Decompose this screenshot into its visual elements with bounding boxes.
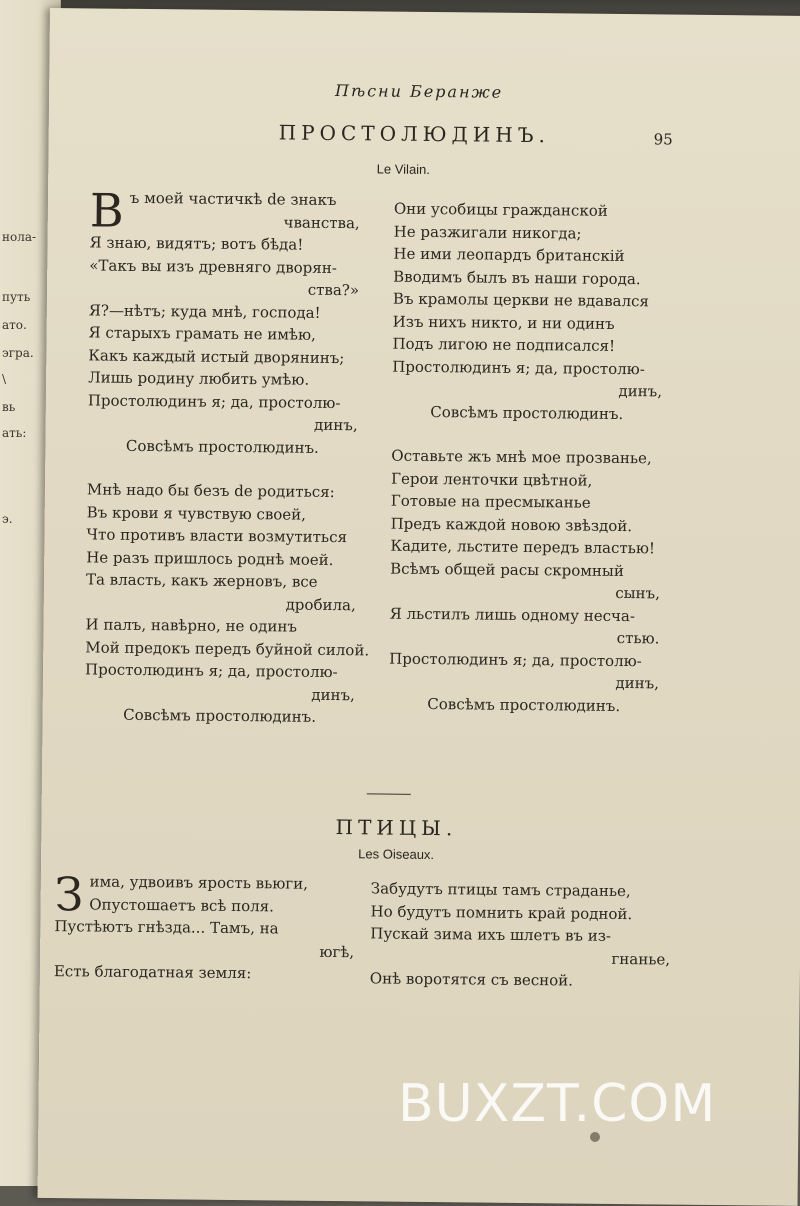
verse-line: Простолюдинъ я; да, простолю- — [84, 660, 338, 682]
left-page-fragment: эгра. — [2, 346, 34, 360]
poem2-left-column — [53, 867, 355, 986]
verse-line: динъ, — [314, 415, 358, 435]
verse-line: Та власть, какъ жерновъ, все — [85, 570, 318, 591]
verse-line: Герои ленточки цвѣтной, — [391, 469, 593, 490]
verse-line: Вводимъ былъ въ наши города. — [393, 267, 641, 288]
verse-line: Мнѣ надо бы безъ de родиться: — [86, 480, 335, 502]
left-page-fragment: ать: — [2, 426, 27, 440]
verse-line: югѣ, — [319, 942, 355, 961]
verse-line: Лишь родину любить умѣю. — [88, 368, 310, 389]
left-page-fragment: ато. — [2, 318, 27, 332]
verse-line: Я знаю, видятъ; вотъ бѣда! — [89, 233, 304, 254]
poem2-right-column — [370, 877, 671, 993]
verse-line: Не разжигали никогда; — [393, 222, 582, 243]
verse-line: Простолюдинъ я; да, простолю- — [87, 390, 341, 412]
verse-line: Всѣмъ общей расы скромный — [390, 559, 625, 580]
poem-subtitle: Les Oiseaux. — [358, 846, 435, 863]
drop-cap: З — [54, 867, 84, 922]
verse-line: Забудутъ птицы тамъ страданье, — [370, 879, 631, 901]
verse-line: И палъ, навѣрно, не одинъ — [85, 615, 298, 636]
verse-line: Простолюдинъ я; да, простолю- — [392, 357, 645, 378]
refrain-line: Совсѣмъ простолюдинъ. — [125, 436, 319, 457]
poem1-right-column — [389, 198, 664, 718]
verse-line: Какъ каждый истый дворянинъ; — [88, 345, 345, 367]
verse-line: гнанье, — [611, 949, 671, 969]
poem-subtitle: Le Vilain. — [376, 161, 431, 177]
verse-line: чванства, — [283, 212, 360, 232]
section-divider — [367, 793, 411, 794]
verse-line: Изъ нихъ никто, и ни одинъ — [392, 312, 615, 333]
verse-line: стью. — [616, 628, 660, 648]
verse-line: Пустѣютъ гнѣзда... Тамъ, на — [54, 917, 279, 938]
verse-line: Я льстилъ лишь одному несча- — [389, 604, 636, 625]
verse-line: Я?—нѣтъ; куда мнѣ, господа! — [88, 300, 321, 322]
verse-line: ъ моей частичкѣ de знакъ — [129, 188, 337, 210]
verse-line: Въ крови я чувствую своей, — [86, 502, 307, 524]
verse-line: има, удвоивъ ярость вьюги, — [89, 872, 309, 893]
left-page-fragment: путь — [2, 290, 31, 304]
left-page-fragment: \ — [2, 372, 7, 386]
verse-line: ства?» — [307, 280, 360, 300]
verse-line: Подъ лигою не подписался! — [392, 334, 616, 355]
verse-line: сынъ, — [615, 583, 660, 603]
verse-line: Не разъ пришлось роднѣ моей. — [86, 547, 334, 569]
poem-title: ПТИЦЫ. — [335, 815, 458, 841]
left-page-fragment: э. — [2, 512, 13, 526]
refrain-line: Совсѣмъ простолюдинъ. — [430, 402, 624, 423]
refrain-line: Совсѣмъ простолюдинъ. — [427, 694, 621, 715]
stanza-gap — [391, 423, 661, 448]
verse-line: Но будутъ помнить край родной. — [370, 901, 633, 923]
watermark: BUXZT.COM — [398, 1074, 717, 1134]
drop-cap: В — [89, 183, 124, 238]
verse-line: Есть благодатная земля: — [53, 962, 252, 983]
running-head: Пѣсни Беранже — [334, 80, 504, 102]
verse-line: «Такъ вы изъ древняго дворян- — [89, 255, 337, 277]
verse-line: Предъ каждой новою звѣздой. — [390, 514, 633, 535]
left-page-fragment: нола- — [2, 230, 37, 244]
stanza-gap — [87, 456, 357, 481]
verse-line: Пускай зима ихъ шлетъ въ из- — [370, 924, 612, 945]
poem1-left-column — [84, 183, 370, 728]
verse-line: Готовые на пресмыканье — [390, 491, 591, 512]
left-page-fragment: вь — [2, 400, 16, 414]
verse-line: Что противъ власти возмутиться — [86, 525, 348, 547]
book-page — [38, 8, 800, 1206]
refrain-line: Совсѣмъ простолюдинъ. — [123, 705, 317, 726]
verse-line: Онѣ воротятся съ весной. — [369, 969, 574, 990]
verse-line: Оставьте жъ мнѣ мое прозванье, — [391, 446, 652, 468]
verse-line: Простолюдинъ я; да, простолю- — [389, 649, 642, 670]
verse-line: Они усобицы гражданской — [393, 199, 608, 220]
page-number: 95 — [653, 130, 673, 149]
verse-line: Не ими леопардъ британскій — [393, 244, 625, 266]
verse-line: Кадите, льстите передъ властью! — [390, 536, 656, 558]
poem-title: ПРОСТОЛЮДИНЪ. — [278, 120, 551, 148]
verse-line: динъ, — [311, 685, 355, 704]
verse-line: Я старыхъ грамать не имѣю, — [88, 323, 316, 344]
verse-line: Мой предокъ передъ буйной силой. — [85, 637, 370, 659]
verse-line: дробила, — [285, 595, 356, 614]
verse-line: динъ, — [618, 381, 663, 401]
verse-line: Опустошаетъ всѣ поля. — [89, 894, 275, 915]
verse-line: динъ, — [615, 673, 660, 693]
verse-line: Въ крамолы церкви не вдавался — [392, 289, 650, 311]
